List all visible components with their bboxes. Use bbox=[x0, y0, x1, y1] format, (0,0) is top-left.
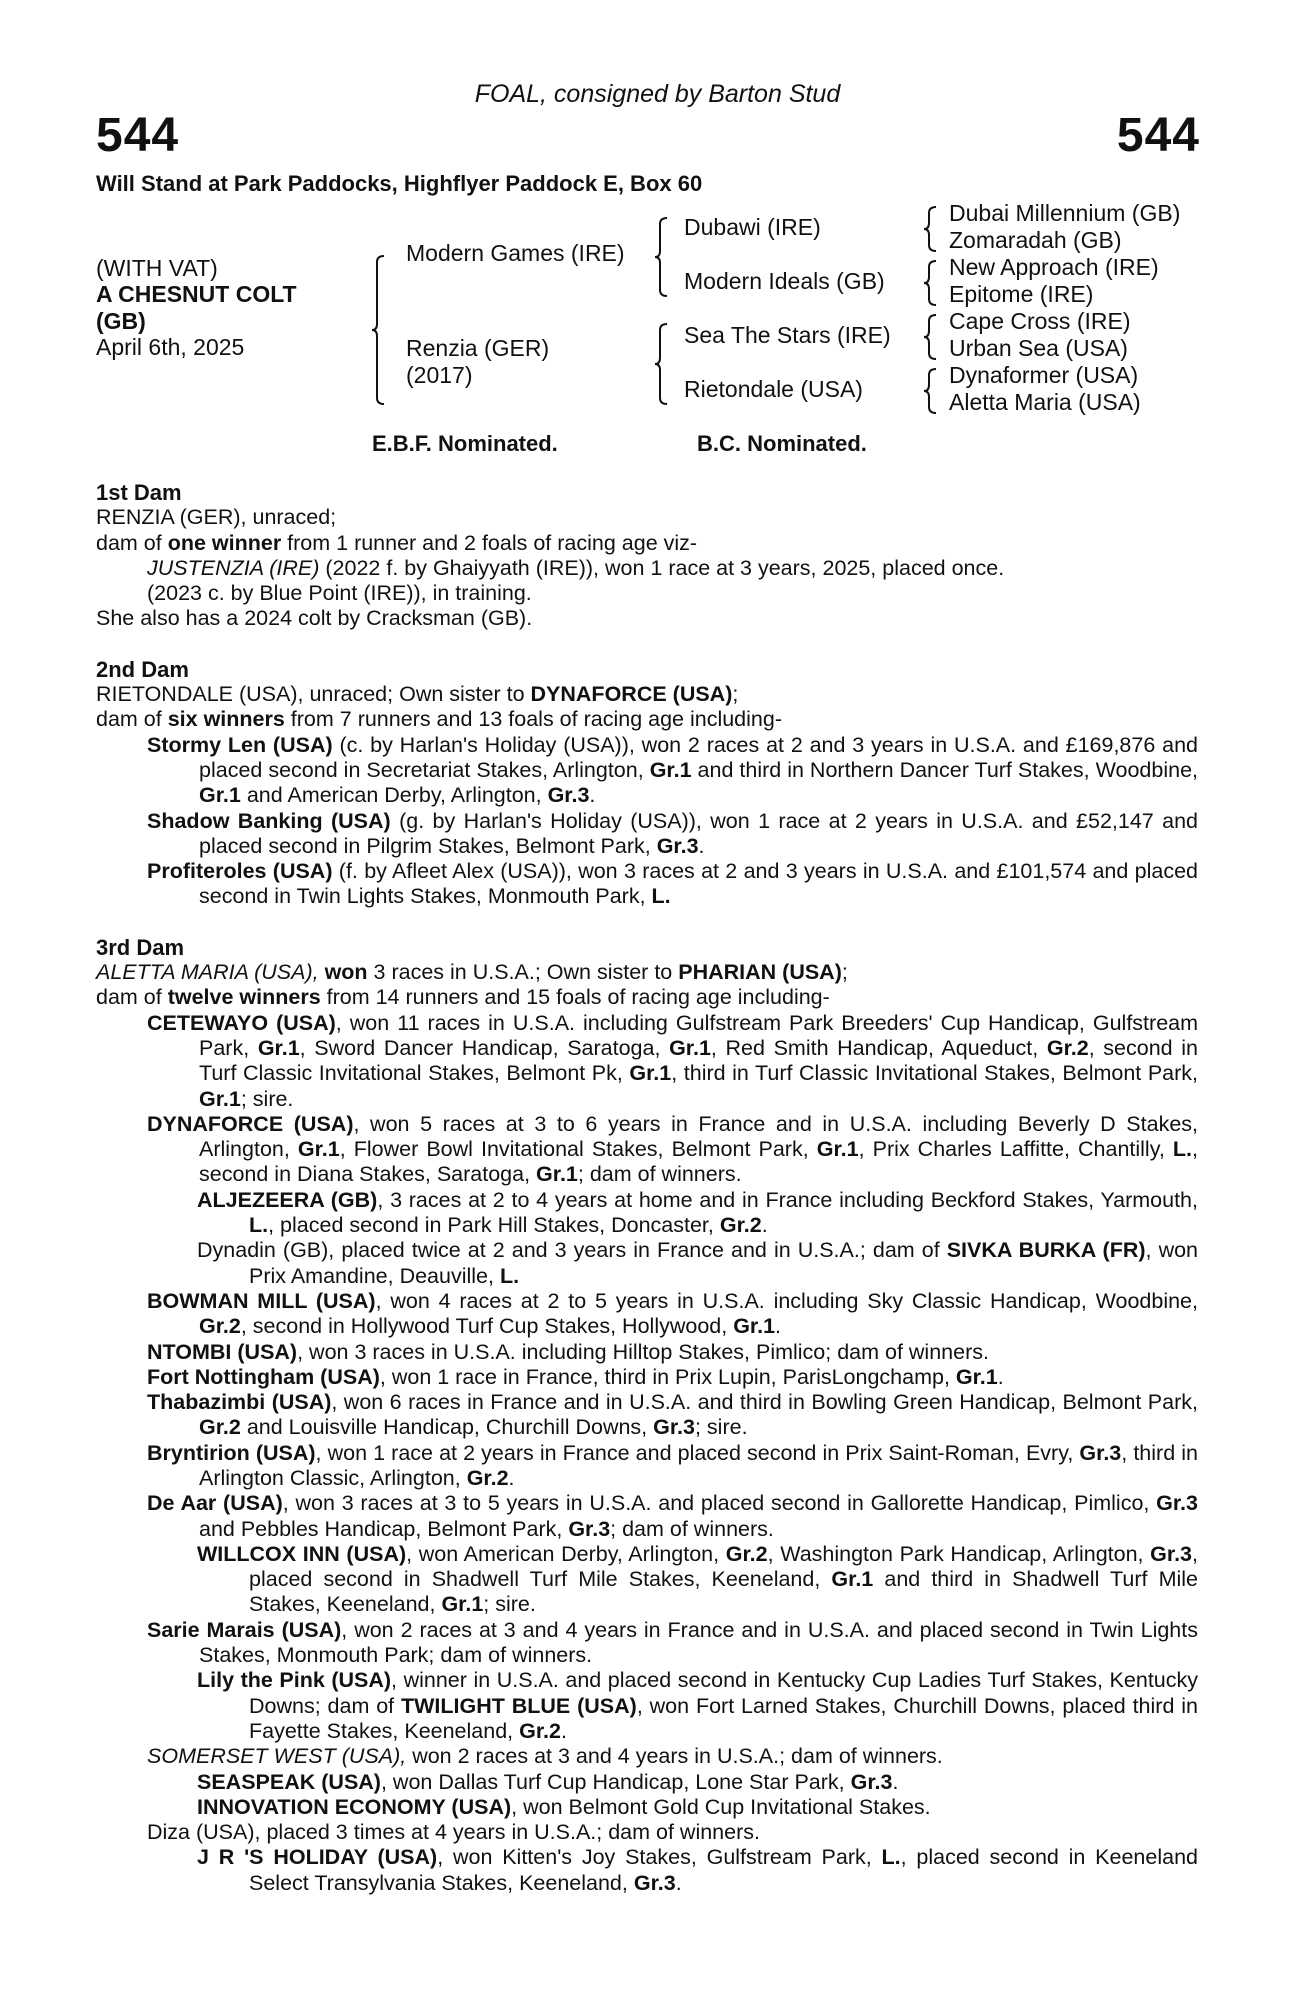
bc-nominated: B.C. Nominated. bbox=[697, 431, 867, 456]
entry-text: ; sire. bbox=[483, 1592, 536, 1617]
entry-text: and American Derby, Arlington, bbox=[240, 783, 548, 808]
pedigree-entry bbox=[96, 1188, 1198, 1239]
dam-year: (2017) bbox=[406, 362, 473, 388]
bold-text: Gr.1 bbox=[816, 1137, 859, 1162]
entry-text: , Flower Bowl Invitational Stakes, Belmont Park, bbox=[339, 1137, 817, 1162]
brace-icon bbox=[653, 217, 669, 297]
bold-text: NTOMBI (USA) bbox=[147, 1339, 298, 1364]
bold-text: Bryntirion (USA) bbox=[147, 1440, 316, 1465]
dam-section bbox=[96, 657, 1198, 910]
entry-text: from 7 runners and 13 foals of racing age including- bbox=[284, 707, 782, 732]
ancestor-g3: Dubai Millennium (GB) bbox=[949, 200, 1181, 226]
pedigree-entry bbox=[96, 1618, 1198, 1669]
pedigree-entry bbox=[96, 985, 1198, 1010]
entry-text: Dynadin (GB), placed twice at 2 and 3 years in France and in U.S.A.; dam of bbox=[197, 1238, 947, 1263]
entry-text: , second in Turf Classic Invitational Stakes, Belmont Pk, bbox=[199, 1035, 1198, 1086]
entry-text: (c. by Harlan's Holiday (USA)), won 2 races at 2 and 3 years in U.S.A. and £169,876 and placed second in Secretariat Stakes, Arlington, bbox=[199, 732, 1198, 782]
entry-text: , won 5 races at 3 to 6 years in France and in U.S.A. including Beverly D Stakes, Arlington, bbox=[199, 1111, 1199, 1162]
brace-icon bbox=[922, 314, 938, 360]
bold-text: Gr.3 bbox=[633, 1870, 676, 1895]
entry-text: , won Belmont Gold Cup Invitational Stakes. bbox=[511, 1794, 931, 1819]
entry-text: , won 4 races at 2 to 5 years in U.S.A. including Sky Classic Handicap, Woodbine, bbox=[375, 1288, 1198, 1313]
entry-text: , second in Hollywood Turf Cup Stakes, Hollywood, bbox=[240, 1314, 734, 1339]
entry-text: ; dam of winners. bbox=[610, 1516, 774, 1541]
entry-text: dam of bbox=[96, 530, 168, 555]
entry-text: ; dam of winners. bbox=[577, 1162, 742, 1187]
brace-icon bbox=[922, 260, 938, 306]
bold-text: Gr.1 bbox=[536, 1162, 578, 1187]
sire: Modern Games (IRE) bbox=[406, 240, 625, 266]
entry-text: , second in Diana Stakes, Saratoga, bbox=[199, 1137, 1198, 1187]
pedigree-entry bbox=[96, 505, 1198, 530]
entry-text: , won Dallas Turf Cup Handicap, Lone Star Park, bbox=[380, 1769, 851, 1794]
italic-text: JUSTENZIA (IRE) bbox=[147, 555, 320, 580]
bold-text: Gr.1 bbox=[629, 1061, 672, 1086]
pedigree-entry bbox=[96, 531, 1198, 556]
pedigree-entry bbox=[96, 960, 1198, 985]
entry-text: , won Prix Amandine, Deauville, bbox=[249, 1238, 1199, 1288]
pedigree-entry bbox=[96, 859, 1198, 910]
bold-text: Gr.2 bbox=[1046, 1035, 1089, 1060]
bold-text: Gr.2 bbox=[725, 1541, 768, 1566]
bold-text: Gr.1 bbox=[733, 1314, 776, 1339]
bold-text: twelve winners bbox=[167, 985, 321, 1010]
entry-text: . bbox=[997, 1364, 1004, 1389]
pedigree-entry bbox=[96, 1390, 1198, 1441]
bold-text: Gr.2 bbox=[199, 1415, 241, 1440]
bold-text: one winner bbox=[167, 530, 282, 555]
entry-text: . bbox=[675, 1870, 682, 1895]
entry-text: , winner in U.S.A. and placed second in Kentucky Cup Ladies Turf Stakes, Kentucky Downs; dam of bbox=[249, 1668, 1198, 1718]
ebf-nominated: E.B.F. Nominated. bbox=[372, 431, 558, 456]
location-line: Will Stand at Park Paddocks, Highflyer Paddock E, Box 60 bbox=[96, 171, 703, 196]
ancestor-g3: Cape Cross (IRE) bbox=[949, 308, 1131, 334]
brace-icon bbox=[370, 255, 386, 405]
entry-text: , Prix Charles Laffitte, Chantilly, bbox=[858, 1137, 1173, 1162]
pedigree-entry bbox=[96, 606, 1198, 631]
entry-text: , Red Smith Handicap, Aqueduct, bbox=[710, 1035, 1047, 1060]
bold-text: Gr.3 bbox=[547, 783, 590, 808]
bold-text: Thabazimbi (USA) bbox=[147, 1390, 332, 1415]
bold-text: Fort Nottingham (USA) bbox=[147, 1364, 380, 1389]
entry-text: 3 races in U.S.A.; Own sister to bbox=[367, 960, 679, 985]
entry-text: , placed second in Park Hill Stakes, Doncaster, bbox=[268, 1213, 720, 1238]
bold-text: Gr.1 bbox=[199, 1086, 241, 1111]
pedigree-entry bbox=[96, 1820, 1198, 1845]
bold-text: TWILIGHT BLUE (USA) bbox=[401, 1693, 637, 1718]
entry-text: , Washington Park Handicap, Arlington, bbox=[767, 1541, 1151, 1566]
bold-text: L. bbox=[651, 884, 671, 909]
dam-section bbox=[96, 480, 1198, 632]
bold-text: Gr.3 bbox=[568, 1516, 611, 1541]
bold-text: L. bbox=[881, 1845, 901, 1870]
vat-label: (WITH VAT) bbox=[96, 255, 218, 281]
brace-icon bbox=[922, 368, 938, 414]
pedigree-entry bbox=[96, 809, 1198, 860]
entry-text: Diza (USA), placed 3 times at 4 years in U.S.A.; dam of winners. bbox=[147, 1820, 760, 1845]
pedigree-entry bbox=[96, 1112, 1198, 1188]
bold-text: Gr.1 bbox=[297, 1137, 340, 1162]
bold-text: L. bbox=[1172, 1137, 1192, 1162]
entry-text: , 3 races at 2 to 4 years at home and in France including Beckford Stakes, Yarmouth, bbox=[377, 1187, 1198, 1212]
section-heading: 3rd Dam bbox=[96, 934, 185, 960]
ancestor-g3: New Approach (IRE) bbox=[949, 254, 1159, 280]
entry-text: . bbox=[589, 783, 596, 808]
entry-text: and Louisville Handicap, Churchill Downs, bbox=[240, 1415, 654, 1440]
bold-text: ALJEZEERA (GB) bbox=[197, 1187, 378, 1212]
bold-text: Shadow Banking (USA) bbox=[147, 808, 391, 833]
bold-text: PHARIAN (USA) bbox=[678, 960, 842, 985]
bold-text: De Aar (USA) bbox=[147, 1491, 283, 1516]
section-heading: 2nd Dam bbox=[96, 656, 189, 682]
pedigree-entry bbox=[96, 556, 1198, 581]
bold-text: Lily the Pink (USA) bbox=[197, 1668, 392, 1693]
bold-text: INNOVATION ECONOMY (USA) bbox=[197, 1794, 512, 1819]
bold-text: Gr.3 bbox=[656, 833, 699, 858]
ancestor-g3: Zomaradah (GB) bbox=[949, 227, 1122, 253]
bold-text: Gr.3 bbox=[1079, 1440, 1122, 1465]
entry-text: from 1 runner and 2 foals of racing age viz- bbox=[281, 530, 698, 555]
bold-text: J R 'S HOLIDAY (USA) bbox=[197, 1845, 438, 1870]
consignment-line: FOAL, consigned by Barton Stud bbox=[474, 80, 841, 108]
lot-number-left: 544 bbox=[96, 109, 180, 162]
bold-text: Gr.2 bbox=[199, 1314, 241, 1339]
bold-text: Gr.3 bbox=[1150, 1541, 1193, 1566]
entry-text: , placed second in Shadwell Turf Mile Stakes, Keeneland, bbox=[249, 1541, 1198, 1592]
bold-text: Gr.2 bbox=[719, 1213, 762, 1238]
entry-text: from 14 runners and 15 foals of racing age including- bbox=[320, 985, 830, 1010]
brace-icon bbox=[922, 206, 938, 252]
entry-text: (2022 f. by Ghaiyyath (IRE)), won 1 race at 3 years, 2025, placed once. bbox=[319, 555, 1005, 580]
bold-text: Gr.3 bbox=[850, 1769, 893, 1794]
bold-text: SIVKA BURKA (FR) bbox=[946, 1238, 1146, 1263]
foaling-date: April 6th, 2025 bbox=[96, 334, 245, 360]
bold-text: Gr.1 bbox=[441, 1592, 484, 1617]
ancestor-g3: Urban Sea (USA) bbox=[949, 335, 1128, 361]
pedigree-entry bbox=[96, 1340, 1198, 1365]
entry-text: , Sword Dancer Handicap, Saratoga, bbox=[299, 1035, 670, 1060]
ancestor-g3: Dynaformer (USA) bbox=[949, 362, 1139, 388]
pedigree-entry bbox=[96, 1491, 1198, 1542]
entry-text: ; bbox=[841, 960, 848, 985]
pedigree-entry bbox=[96, 1770, 1198, 1795]
lot-number-right: 544 bbox=[1116, 109, 1200, 162]
dam-section bbox=[96, 935, 1198, 1896]
ancestor-g3: Epitome (IRE) bbox=[949, 281, 1094, 307]
bold-text: Gr.1 bbox=[649, 757, 692, 782]
entry-text: dam of bbox=[96, 707, 168, 732]
bold-text: Gr.3 bbox=[653, 1415, 695, 1440]
entry-text: , won 2 races at 3 and 4 years in France and in U.S.A. and placed second in Twin Lights Stakes, Monmouth Park; dam of winners. bbox=[199, 1617, 1198, 1668]
dam: Renzia (GER) bbox=[406, 335, 550, 361]
entry-text: and third in Northern Dancer Turf Stakes, Woodbine, bbox=[691, 757, 1198, 782]
entry-text: , third in Turf Classic Invitational Stakes, Belmont Park, bbox=[671, 1061, 1198, 1086]
pedigree-entry bbox=[96, 1668, 1198, 1744]
sire-dam: Modern Ideals (GB) bbox=[684, 268, 885, 294]
entry-text: , won 3 races in U.S.A. including Hilltop Stakes, Pimlico; dam of winners. bbox=[297, 1339, 989, 1364]
bold-text: Sarie Marais (USA) bbox=[147, 1617, 342, 1642]
italic-text: ALETTA MARIA (USA), bbox=[96, 960, 319, 985]
entry-text: She also has a 2024 colt by Cracksman (GB). bbox=[96, 606, 533, 631]
entry-text: ; sire. bbox=[694, 1415, 748, 1440]
pedigree-entry bbox=[96, 581, 1198, 606]
bold-text: Gr.1 bbox=[669, 1035, 711, 1060]
entry-text: and Pebbles Handicap, Belmont Park, bbox=[199, 1516, 569, 1541]
entry-text: ; bbox=[732, 682, 739, 707]
bold-text: Gr.1 bbox=[257, 1035, 300, 1060]
lot-description-country: (GB) bbox=[96, 308, 146, 334]
entry-text: dam of bbox=[96, 985, 168, 1010]
bold-text: BOWMAN MILL (USA) bbox=[147, 1288, 376, 1313]
entry-text: won 2 races at 3 and 4 years in U.S.A.; dam of winners. bbox=[406, 1744, 943, 1769]
pedigree-entry bbox=[96, 1365, 1198, 1390]
entry-text: (g. by Harlan's Holiday (USA)), won 1 race at 2 years in U.S.A. and £52,147 and placed second in Pilgrim Stakes, Belmont Park, bbox=[199, 808, 1198, 858]
brace-icon bbox=[653, 323, 669, 405]
bold-text: WILLCOX INN (USA) bbox=[197, 1541, 407, 1566]
entry-text: , won American Derby, Arlington, bbox=[406, 1541, 726, 1566]
dam-dam: Rietondale (USA) bbox=[684, 376, 863, 402]
pedigree-entry bbox=[96, 1441, 1198, 1492]
entry-text: , won 6 races in France and in U.S.A. and third in Bowling Green Handicap, Belmont Park, bbox=[331, 1390, 1198, 1415]
entry-text: (f. by Afleet Alex (USA)), won 3 races at 2 and 3 years in U.S.A. and £101,574 and placed second in Twin Lights Stakes, Monmouth Park, bbox=[199, 859, 1199, 909]
pedigree-entry bbox=[96, 682, 1198, 707]
entry-text: , won 3 races at 3 to 5 years in U.S.A. and placed second in Gallorette Handicap, Pimlico, bbox=[282, 1491, 1157, 1516]
pedigree-entry bbox=[96, 733, 1198, 809]
bold-text: L. bbox=[249, 1213, 269, 1238]
pedigree-entry bbox=[96, 1744, 1198, 1769]
bold-text: CETEWAYO (USA) bbox=[147, 1010, 336, 1035]
bold-text: Gr.3 bbox=[1156, 1491, 1198, 1516]
entry-text: . bbox=[892, 1769, 899, 1794]
bold-text: Profiteroles (USA) bbox=[147, 859, 333, 884]
entry-text: ; sire. bbox=[240, 1086, 294, 1111]
bold-text: L. bbox=[499, 1263, 520, 1288]
pedigree-entry bbox=[96, 1845, 1198, 1896]
dam-sire: Sea The Stars (IRE) bbox=[684, 322, 891, 348]
pedigree-entry bbox=[96, 1795, 1198, 1820]
entry-text: . bbox=[761, 1213, 768, 1238]
entry-text: RENZIA (GER), unraced; bbox=[96, 505, 337, 530]
bold-text: Stormy Len (USA) bbox=[147, 732, 333, 757]
bold-text: Gr.1 bbox=[955, 1364, 998, 1389]
entry-text: , won Fort Larned Stakes, Churchill Downs, placed third in Fayette Stakes, Keeneland, bbox=[249, 1693, 1198, 1743]
entry-text: , won 11 races in U.S.A. including Gulfstream Park Breeders' Cup Handicap, Gulfstream Park, bbox=[199, 1010, 1199, 1060]
lot-description: A CHESNUT COLT bbox=[96, 281, 297, 307]
pedigree-entry bbox=[96, 1542, 1198, 1618]
bold-text: SEASPEAK (USA) bbox=[197, 1769, 381, 1794]
entry-text: , won 1 race in France, third in Prix Lupin, ParisLongchamp, bbox=[379, 1364, 956, 1389]
pedigree-entry bbox=[96, 1289, 1198, 1340]
pedigree-entry bbox=[96, 1011, 1198, 1112]
entry-text: . bbox=[560, 1718, 567, 1743]
sire-sire: Dubawi (IRE) bbox=[684, 214, 821, 240]
entry-text: . bbox=[775, 1314, 782, 1339]
entry-text: . bbox=[698, 833, 705, 858]
entry-text: , placed second in Keeneland Select Transylvania Stakes, Keeneland, bbox=[249, 1845, 1198, 1895]
pedigree-entry bbox=[96, 1238, 1198, 1289]
entry-text: , won 1 race at 2 years in France and placed second in Prix Saint-Roman, Evry, bbox=[315, 1440, 1080, 1465]
entry-text: . bbox=[508, 1465, 515, 1490]
entry-text: RIETONDALE (USA), unraced; Own sister to bbox=[96, 682, 531, 707]
bold-text: Gr.1 bbox=[199, 783, 241, 808]
bold-text: DYNAFORCE (USA) bbox=[530, 682, 733, 707]
bold-text: DYNAFORCE (USA) bbox=[147, 1111, 354, 1136]
entry-text: , won Kitten's Joy Stakes, Gulfstream Park, bbox=[437, 1845, 882, 1870]
entry-text: , third in Arlington Classic, Arlington, bbox=[199, 1440, 1198, 1490]
pedigree-entry bbox=[96, 707, 1198, 732]
dam-line-details bbox=[96, 480, 1198, 1921]
bold-text: Gr.1 bbox=[831, 1567, 874, 1592]
bold-text: Gr.2 bbox=[466, 1465, 509, 1490]
ancestor-g3: Aletta Maria (USA) bbox=[949, 389, 1141, 415]
section-heading: 1st Dam bbox=[96, 480, 182, 505]
bold-text: won bbox=[318, 960, 368, 985]
bold-text: six winners bbox=[167, 707, 285, 732]
entry-text: (2023 c. by Blue Point (IRE)), in training. bbox=[147, 581, 532, 606]
entry-text: and third in Shadwell Turf Mile Stakes, Keeneland, bbox=[249, 1567, 1198, 1617]
bold-text: Gr.2 bbox=[519, 1718, 561, 1743]
italic-text: SOMERSET WEST (USA), bbox=[147, 1744, 407, 1769]
